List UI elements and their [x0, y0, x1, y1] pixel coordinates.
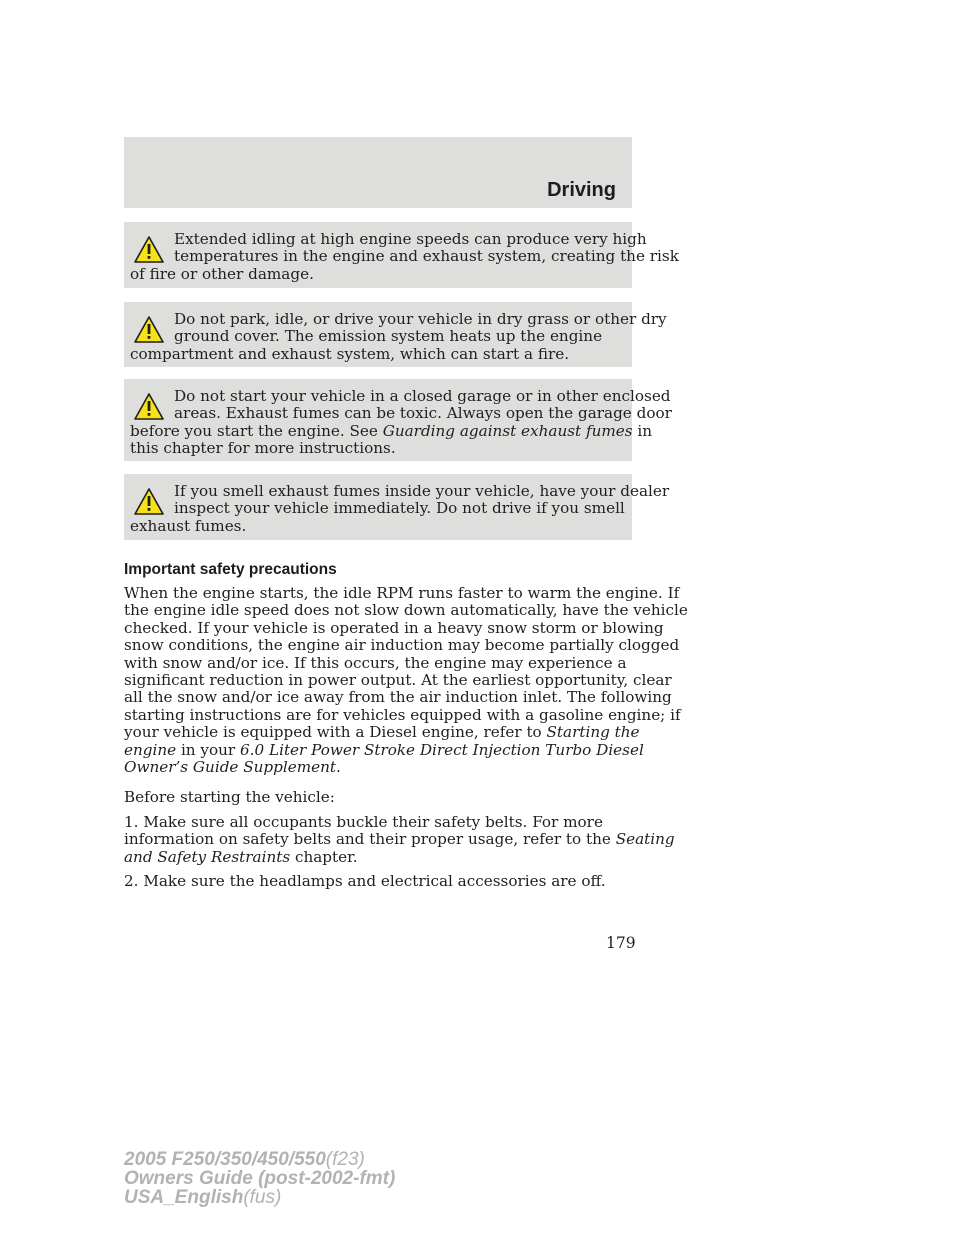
cross-reference-link[interactable]: Seating [615, 830, 675, 849]
warning-triangle-icon [134, 236, 164, 263]
body-text: . [336, 758, 341, 777]
body-text-line: When the engine starts, the idle RPM runs faster to warm the engine. If [124, 584, 680, 602]
cross-reference-link[interactable]: Guarding against exhaust fumes [382, 421, 633, 440]
footer-line [124, 1188, 395, 1207]
body-text-line: the engine idle speed does not slow down automatically, have the vehicle [124, 601, 688, 620]
warning-text-line: of fire or other damage. [130, 264, 314, 283]
body-text-line: with snow and/or ice. If this occurs, the engine may experience a [124, 653, 627, 672]
document-footer [124, 1150, 395, 1207]
warning-text: in [632, 421, 653, 440]
footer-guide: Owners Guide (post-2002-fmt) [124, 1168, 396, 1189]
warning-box-closed-garage [124, 379, 672, 461]
warning-text-line: exhaust fumes. [130, 516, 247, 535]
cross-reference-link[interactable]: Starting the [546, 723, 640, 742]
chapter-header [124, 137, 632, 208]
warning-text-line: Extended idling at high engine speeds can produce very high [174, 230, 647, 248]
body-text-line [124, 830, 675, 849]
cross-reference-link[interactable]: engine [124, 740, 177, 759]
warning-box-dry-grass [124, 302, 667, 367]
page-number: 179 [606, 934, 636, 952]
body-text-line: snow conditions, the engine air induction may become partially clogged [124, 636, 680, 655]
body-text-line: 1. Make sure all occupants buckle their safety belts. For more [124, 813, 603, 831]
paragraph-step-1 [124, 813, 675, 866]
footer-model-code: (f23) [325, 1149, 365, 1170]
body-text-line: checked. If your vehicle is operated in a heavy snow storm or blowing [124, 618, 664, 637]
body-text-line: Before starting the vehicle: [124, 788, 335, 806]
warning-triangle-icon [134, 393, 164, 420]
body-text-line: significant reduction in power output. At the earliest opportunity, clear [124, 671, 672, 690]
warning-text: before you start the engine. See [130, 421, 383, 440]
paragraph-idle-rpm [124, 584, 688, 777]
body-text-line [124, 849, 634, 866]
section-title: Driving [547, 179, 616, 201]
footer-model: 2005 F250/350/450/550 [124, 1149, 326, 1170]
warning-text-line: compartment and exhaust system, which can start a fire. [130, 344, 570, 363]
paragraph-step-2 [124, 873, 634, 890]
footer-language-code: (fus) [243, 1187, 282, 1208]
body-text: your vehicle is equipped with a Diesel engine, refer to [124, 723, 547, 742]
body-text-line: starting instructions are for vehicles equipped with a gasoline engine; if [124, 705, 681, 724]
warning-box-exhaust-smell [124, 474, 670, 540]
paragraph-before-starting [124, 789, 634, 806]
warning-text-line: Do not park, idle, or drive your vehicle in dry grass or other dry [174, 310, 667, 328]
warning-box-idling [124, 222, 679, 288]
body-text-line [124, 723, 640, 742]
body-text-line [124, 740, 644, 759]
body-text-line [124, 759, 634, 776]
warning-triangle-icon [134, 316, 164, 343]
warning-text-line: inspect your vehicle immediately. Do not drive if you smell [174, 499, 625, 518]
warning-text-line: temperatures in the engine and exhaust system, creating the risk [174, 247, 679, 266]
body-text: information on safety belts and their proper usage, refer to the [124, 830, 616, 849]
body-text-line: 2. Make sure the headlamps and electrical accessories are off. [124, 872, 606, 890]
warning-text-line [130, 421, 653, 440]
footer-line [124, 1150, 395, 1169]
book-title: Owner’s Guide Supplement [124, 758, 336, 777]
section-heading: Important safety precautions [124, 561, 337, 578]
book-title: 6.0 Liter Power Stroke Direct Injection Turbo Diesel [240, 740, 644, 759]
warning-text-line: areas. Exhaust fumes can be toxic. Always open the garage door [174, 404, 672, 423]
footer-language: USA_English [124, 1187, 244, 1208]
warning-text-line: ground cover. The emission system heats up the engine [174, 327, 603, 346]
warning-text-line: this chapter for more instructions. [130, 439, 396, 458]
body-text: in your [176, 740, 241, 759]
body-text-line: all the snow and/or ice away from the air induction inlet. The following [124, 688, 672, 707]
warning-text-line: If you smell exhaust fumes inside your vehicle, have your dealer [174, 482, 670, 500]
body-text: chapter. [290, 847, 358, 866]
cross-reference-link[interactable]: and Safety Restraints [124, 847, 291, 866]
warning-text-line: Do not start your vehicle in a closed garage or in other enclosed [174, 387, 671, 405]
warning-triangle-icon [134, 488, 164, 515]
